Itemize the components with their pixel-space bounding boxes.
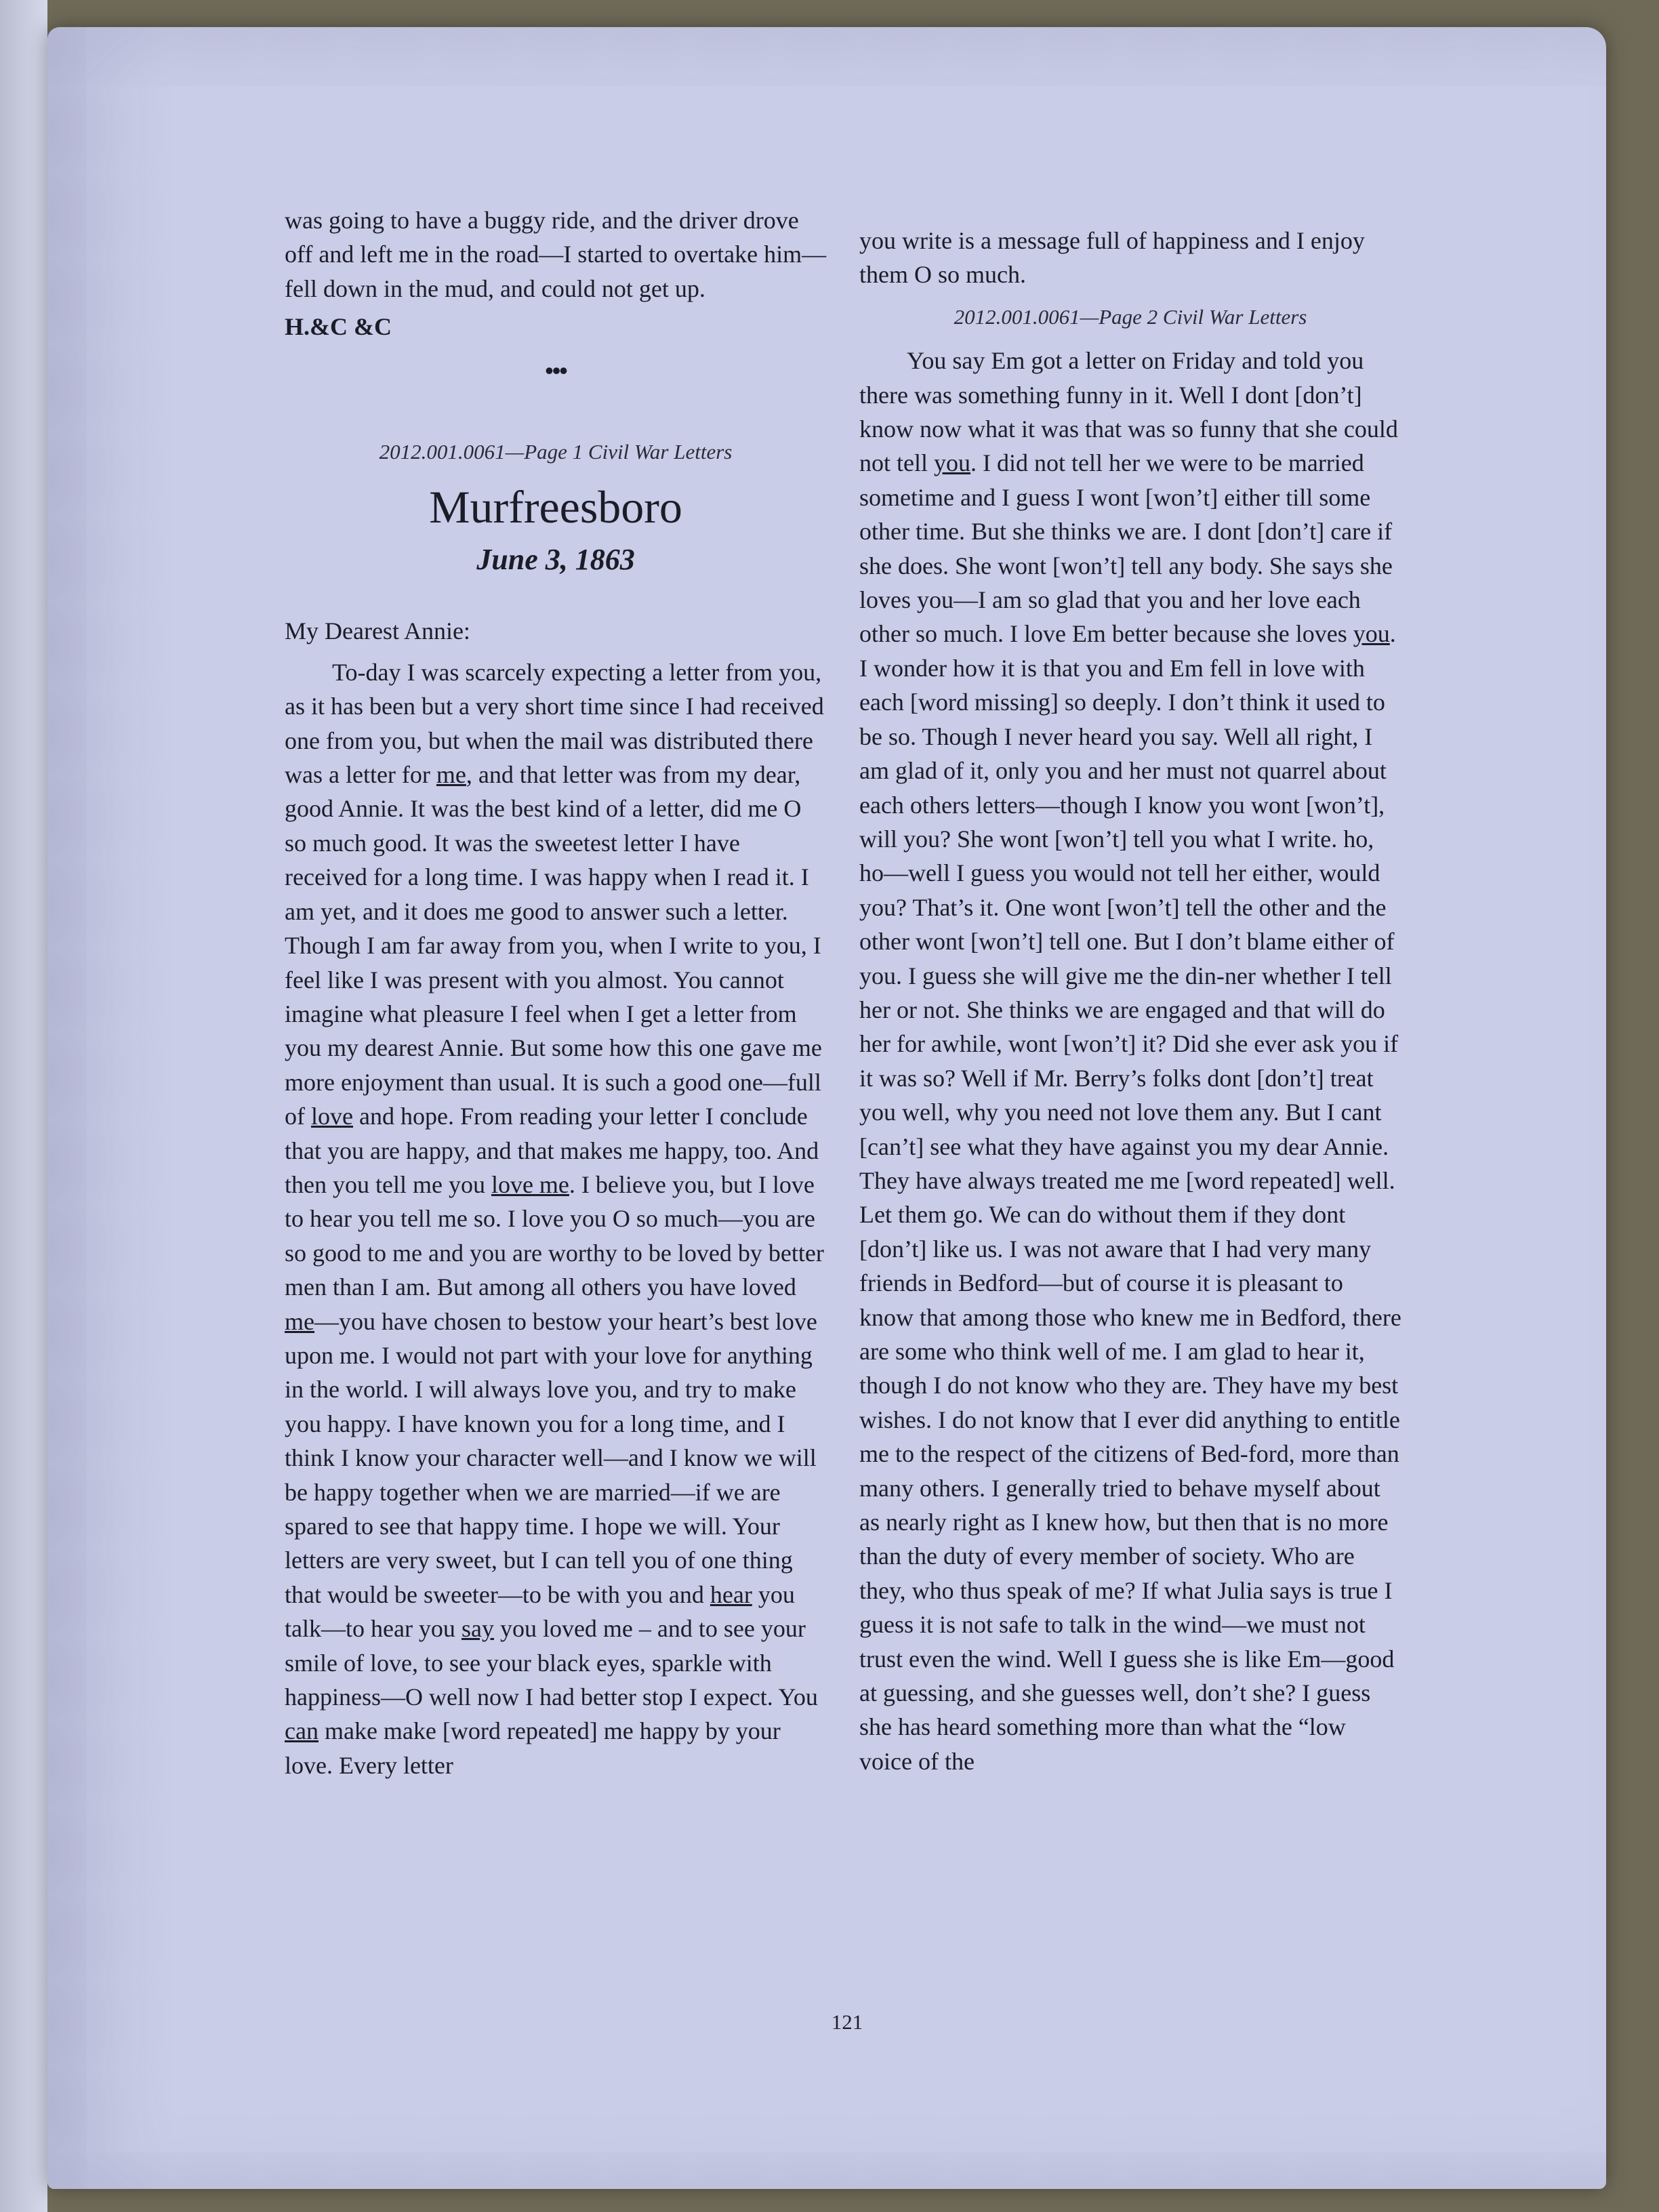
underlined-word: love me: [491, 1170, 569, 1198]
section-ornament: •••: [545, 356, 567, 384]
letter-body-paragraph: [285, 655, 827, 1782]
body-text: you talk—to hear you: [285, 1580, 795, 1643]
letter-caption-page-1: 2012.001.0061—Page 1 Civil War Letters: [379, 440, 733, 464]
body-text: . I believe you, but I love to hear you tell me so. I love you O so much—you are so good to me and you are worthy to be loved by better men than I am. But among all others you have loved: [285, 1170, 824, 1301]
signoff: H.&C &C: [285, 313, 392, 341]
letter-date: June 3, 1863: [476, 543, 635, 577]
underlined-word: me: [285, 1307, 314, 1335]
book-spine: [0, 0, 47, 2212]
body-text: and hope. From reading your letter I conclude that you are happy, and that makes me happy, too. And then you tell me you: [285, 1103, 819, 1198]
left-column: [285, 203, 827, 1782]
body-text: , and that letter was from my dear, good Annie. It was the best kind of a letter, did me O so much good. It was the sweetest letter I have received for a long time. I was happy when I read it. I am yet, and it does me good to answer such a letter. Though I am far away from you, when I write to you, I feel like I was present with you almost. You cannot imagine what pleasure I feel when I get a letter from you my dearest Annie. But some how this one gave me more enjoyment than usual. It is such a good one—full of: [285, 761, 822, 1130]
body-text: . I wonder how it is that you and Em fell in love with each [word missing] so deeply. I don’t think it used to be so. Though I never heard you say. Well all right, I am glad of it, only you and her must not quarrel about each others letters—though I know you wont [won’t], will you? She wont [won’t] tell you what I write. ho, ho—well I guess you would not tell her either, would you? That’s it. One wont [won’t] tell the other and the other wont [won’t] tell one. But I don’t blame either of you. I guess she will give me the din-ner whether I tell her or not. She thinks we are engaged and that will do her for awhile, wont [won’t] it? Did she ever ask you if it was so? Well if Mr. Berry’s folks dont [don’t] treat you well, why you need not love them any. But I cant [can’t] see what they have against you my dear Annie. They have always treated me me [word repeated] well. Let them go. We can do without them if they dont [don’t] like us. I was not aware that I had very many friends in Bedford—but of course it is pleasant to know that among those who knew me in Bedford, there are some who think well of me. I am glad to hear it, though I do not know who they are. They have my best wishes. I do not know that I ever did anything to entitle me to the respect of the citizens of Bed-ford, more than many others. I generally tried to behave myself about as nearly right as I knew how, but then that is no more than the duty of every member of society. Who are they, who thus speak of me? If what Julia says is true I guess it is not safe to talk in the wind—we must not trust even the wind. Well I guess she is like Em—good at guessing, and she guesses well, don’t she? I guess she has heard something more than what the “low voice of the: [859, 620, 1401, 1775]
letter-caption-page-2: 2012.001.0061—Page 2 Civil War Letters: [954, 304, 1307, 329]
letter-salutation: My Dearest Annie:: [285, 617, 470, 645]
underlined-word: you: [934, 449, 970, 477]
body-text: you loved me – and to see your smile of love, to see your black eyes, sparkle with happiness—O well now I had better stop I expect. You: [285, 1615, 818, 1711]
underlined-word: me: [436, 761, 466, 789]
continuation-text: was going to have a buggy ride, and the driver drove off and left me in the road—I started to overtake him—fell down in the mud, and could not get up.: [285, 207, 827, 302]
body-text: make make [word repeated] me happy by your love. Every letter: [285, 1717, 781, 1779]
letter-place-heading: Murfreesboro: [429, 481, 682, 533]
right-column: [859, 224, 1401, 1778]
continuation-text: you write is a message full of happiness and I enjoy them O so much.: [859, 227, 1365, 289]
body-text: You say Em got a letter on Friday and told you there was something funny in it. Well I dont [don’t] know now what it was that was so funny that she could not tell: [859, 347, 1398, 477]
underlined-word: can: [285, 1717, 319, 1745]
underlined-word: say: [461, 1615, 494, 1643]
page-number: 121: [831, 2010, 863, 2034]
body-text: To-day I was scarcely expecting a letter from you, as it has been but a very short time since I had received one from you, but when the mail was distributed there was a letter for: [285, 658, 824, 789]
underlined-word: you: [1353, 620, 1390, 648]
underlined-word: hear: [710, 1580, 752, 1608]
underlined-word: love: [311, 1103, 353, 1130]
body-text: —you have chosen to bestow your heart’s best love upon me. I would not part with your love for anything in the world. I will always love you, and try to make you happy. I have known you for a long time, and I think I know your character well—and I know we will be happy together when we are married—if we are spared to see that happy time. I hope we will. Your letters are very sweet, but I can tell you of one thing that would be sweeter—to be with you and: [285, 1307, 817, 1608]
letter-body-paragraph: [859, 344, 1401, 1778]
body-text: . I did not tell her we were to be married sometime and I guess I wont [won’t] either till some other time. But she thinks we are. I dont [don’t] care if she does. She wont [won’t] tell any body. She says she loves you—I am so glad that you and her love each other so much. I love Em better because she loves: [859, 449, 1393, 648]
